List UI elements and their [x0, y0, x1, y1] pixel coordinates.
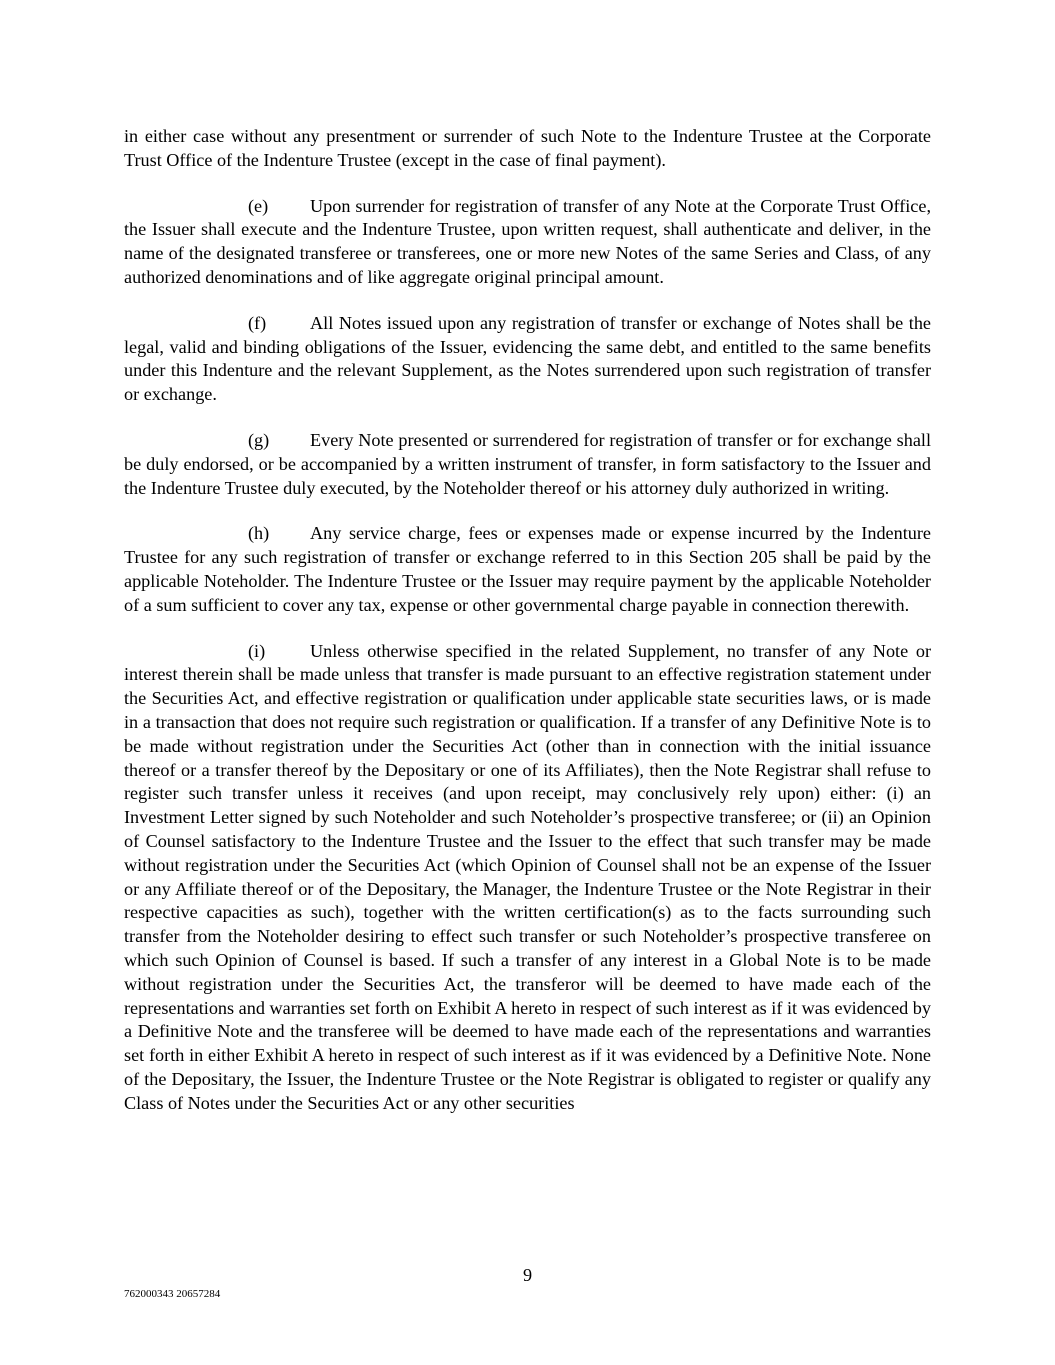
- paragraph-g: [124, 429, 931, 500]
- paragraph-continuation: [124, 125, 931, 173]
- paragraph-text: in either case without any presentment or surrender of such Note to the Indenture Trustee at the Corporate Trust Office of the Indenture Trustee (except in the case of final payment).: [124, 126, 931, 170]
- paragraph-marker: (h): [248, 523, 270, 544]
- paragraph-marker: (i): [248, 640, 266, 661]
- paragraph-text: Any service charge, fees or expenses made or expense incurred by the Indenture Trustee for any such registration of transfer or exchange referred to in this Section 205 shall be paid by the applicable Noteholder. The Indenture Trustee or the Issuer may require payment by the applicable Noteholder of a sum sufficient to cover any tax, expense or other governmental charge payable in connection therewith.: [124, 523, 931, 615]
- paragraph-marker: (f): [248, 312, 267, 333]
- page-number: 9: [522, 1265, 533, 1285]
- paragraph-f: [124, 312, 931, 407]
- document-body: [124, 125, 931, 1137]
- paragraph-e: [124, 195, 931, 290]
- paragraph-i: [124, 640, 931, 1116]
- paragraph-text: Every Note presented or surrendered for registration of transfer or for exchange shall be duly endorsed, or be accompanied by a written instrument of transfer, in form satisfactory to the Issuer and the Indenture Trustee duly executed, by the Noteholder thereof or his attorney duly authorized in writing.: [124, 429, 931, 498]
- paragraph-text: Upon surrender for registration of transfer of any Note at the Corporate Trust Office, the Issuer shall execute and the Indenture Trustee, upon written request, shall authenticate and deliver, in the name of the designated transferee or transferees, one or more new Notes of the same Series and Class, of any authorized denominations and of like aggregate original principal amount.: [124, 195, 931, 287]
- paragraph-marker: (e): [248, 195, 269, 216]
- paragraph-text: All Notes issued upon any registration of transfer or exchange of Notes shall be the legal, valid and binding obligations of the Issuer, evidencing the same debt, and entitled to the same benefits under this Indenture and the relevant Supplement, as the Notes surrendered upon such registration of transfer or exchange.: [124, 312, 931, 405]
- paragraph-marker: (g): [248, 429, 270, 450]
- paragraph-text: Unless otherwise specified in the related Supplement, no transfer of any Note or interest therein shall be made unless that transfer is made pursuant to an effective registration statement under the Securities Act, and effective registration or qualification under applicable state securities laws, or is made in a transaction that does not require such registration or qualification. If a transfer of any Definitive Note is to be made without registration under the Securities Act (other than in connection with the initial issuance thereof or a transfer thereof by the Depositary or one of its Affiliates), then the Note Registrar shall refuse to register such transfer unless it receives (and upon receipt, may conclusively rely upon) either: (i) an Investment Letter signed by such Noteholder and such Noteholder’s prospective transferee; or (ii) an Opinion of Counsel satisfactory to the Indenture Trustee and the Issuer to the effect that such transfer may be made without registration under the Securities Act (which Opinion of Counsel shall not be an expense of the Issuer or any Affiliate thereof or of the Depositary, the Manager, the Indenture Trustee or the Note Registrar in their respective capacities as such), together with the written certification(s) as to the facts surrounding such transfer from the Noteholder desiring to effect such transfer or such Noteholder’s prospective transferee on which such Opinion of Counsel is based. If such a transfer of any interest in a Global Note is to be made without registration under the Securities Act, the transferor will be deemed to have made each of the representations and warranties set forth on Exhibit A hereto in respect of such interest as if it was evidenced by a Definitive Note and the transferee will be deemed to have made each of the representations and warranties set forth in either Exhibit A hereto in respect of such interest as if it was evidenced by a Definitive Note. None of the Depositary, the Issuer, the Indenture Trustee or the Note Registrar is obligated to register or qualify any Class of Notes under the Securities Act or any other securities: [124, 640, 931, 1113]
- document-id: 762000343 20657284: [124, 1288, 221, 1300]
- paragraph-h: [124, 522, 931, 617]
